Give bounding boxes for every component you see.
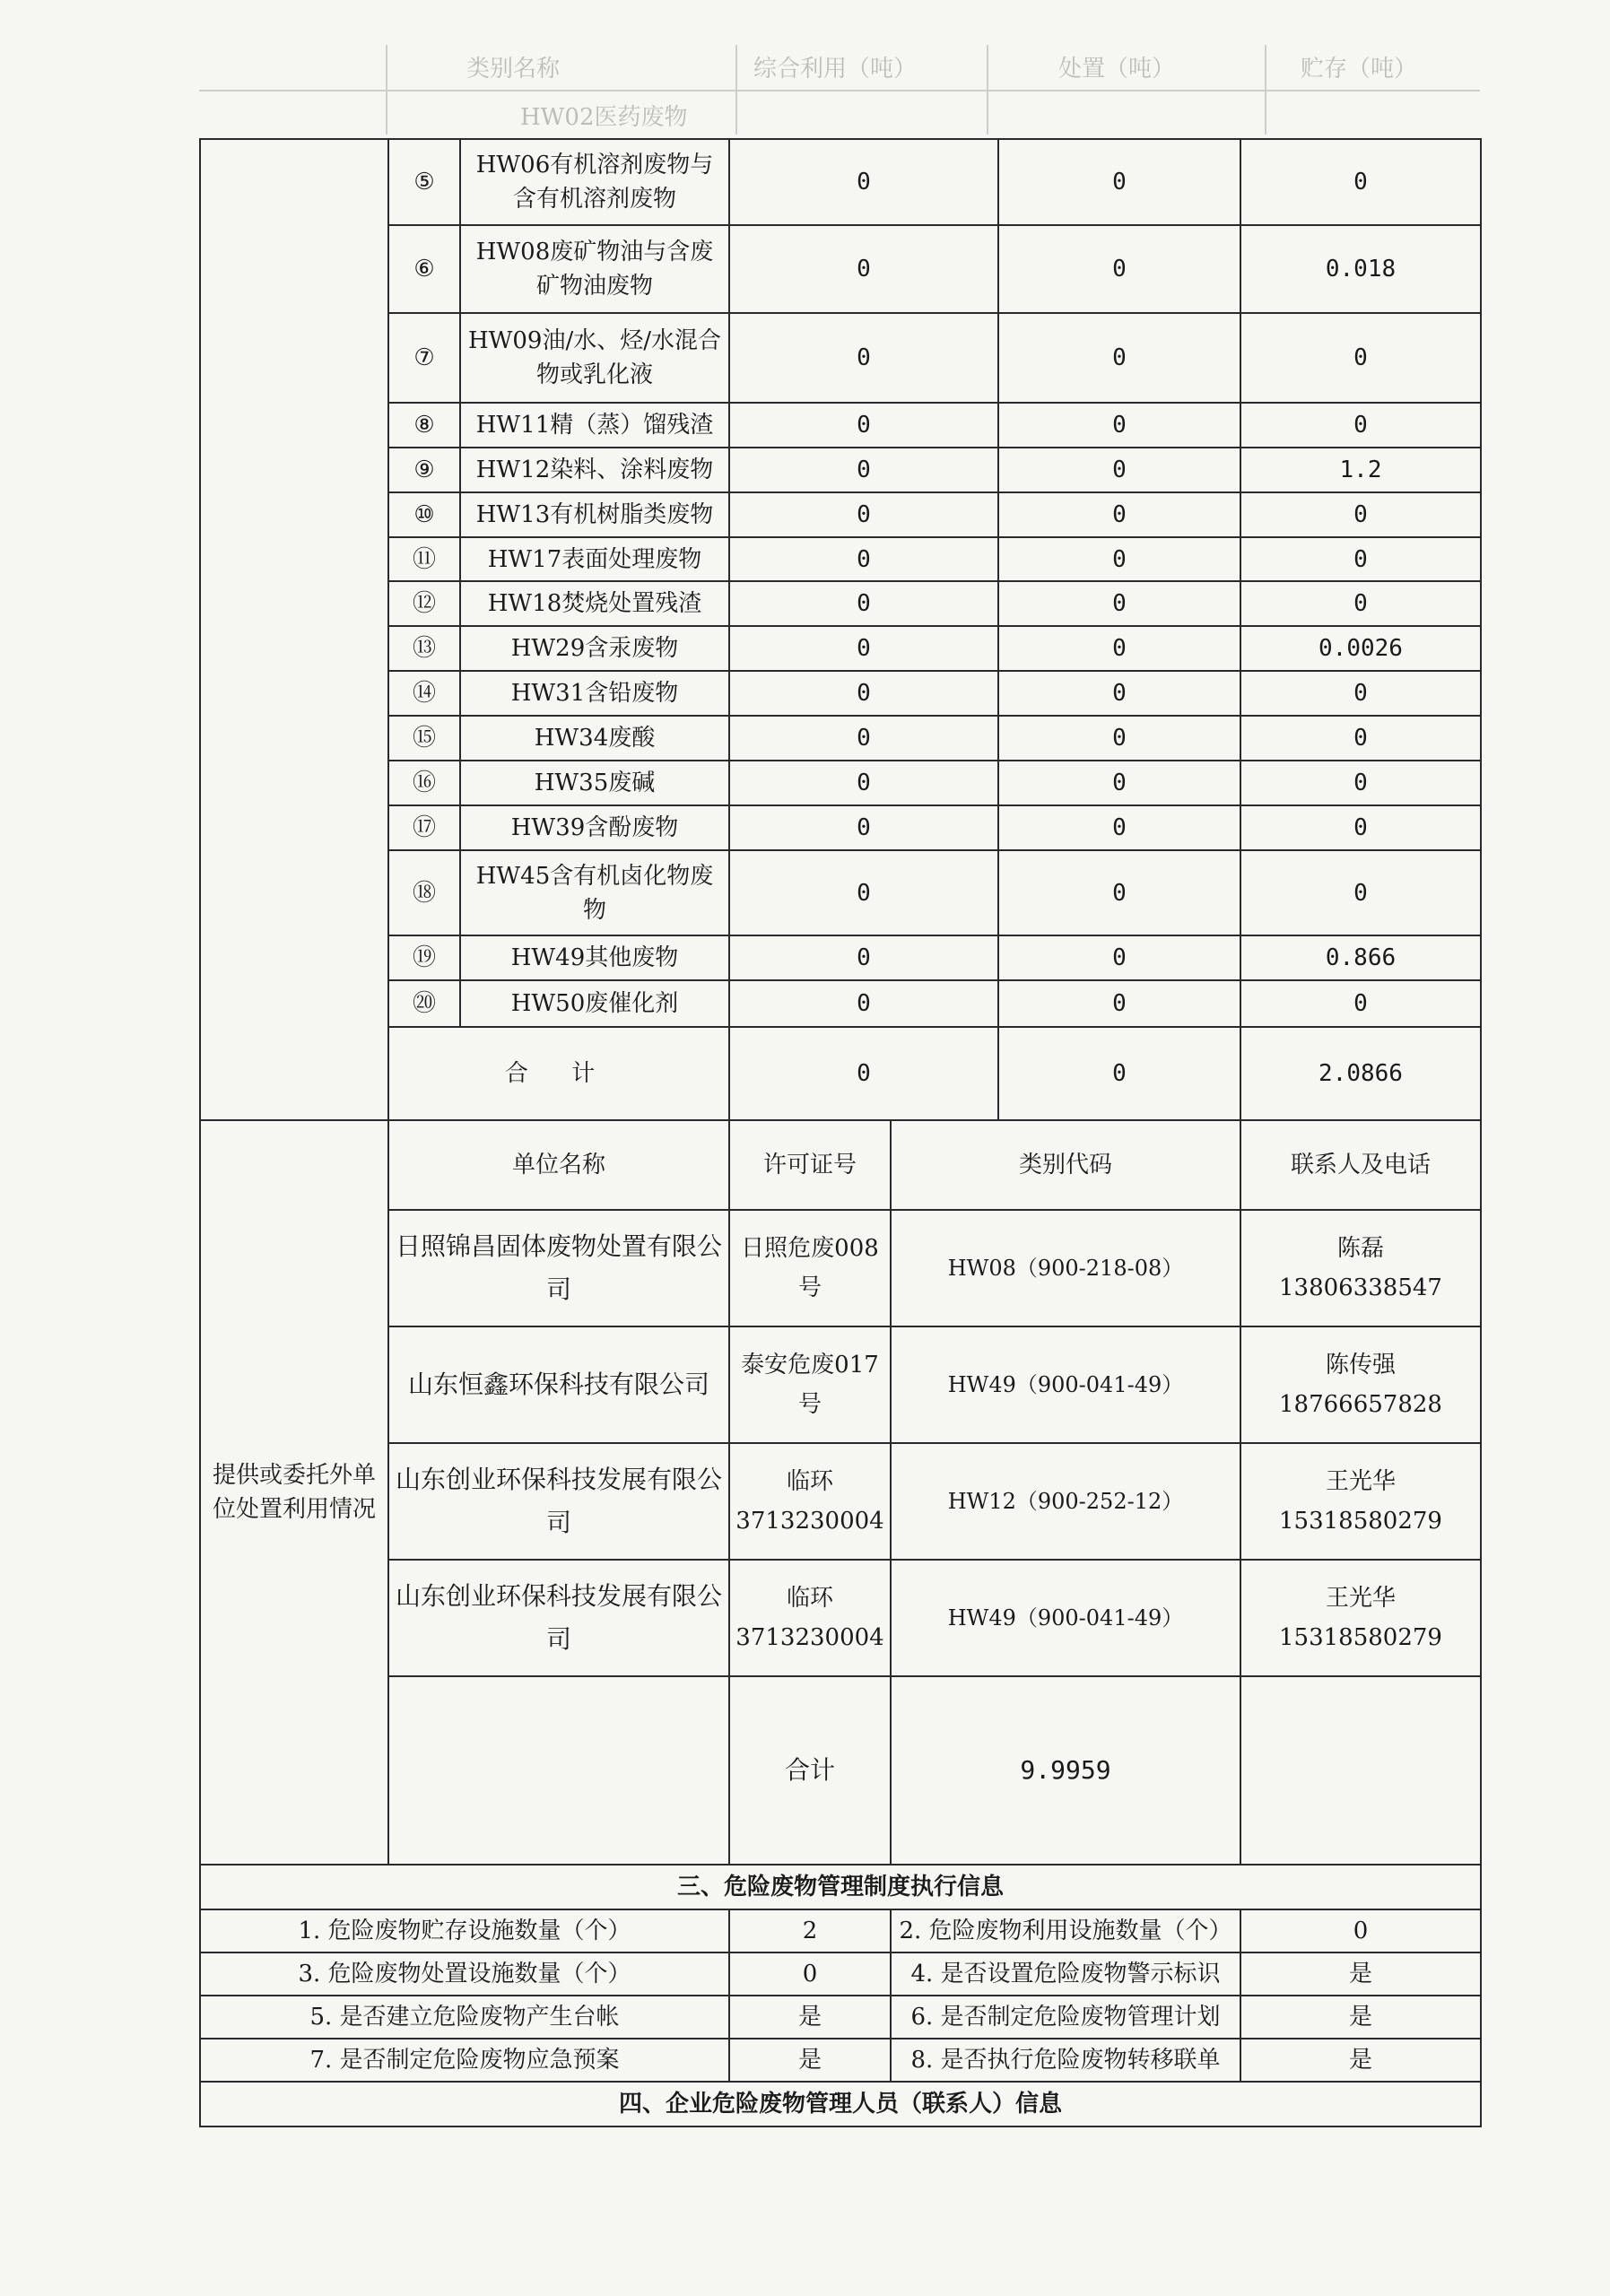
- unit-name: 山东恒鑫环保科技有限公司: [388, 1326, 729, 1443]
- disposed-value: 0: [998, 403, 1240, 448]
- waste-total-label: 合 计: [388, 1027, 729, 1120]
- ghost-header-disposed: 处置（吨）: [1058, 56, 1176, 83]
- license-no: 临环3713230004: [729, 1443, 891, 1560]
- waste-total-disposed: 0: [998, 1027, 1240, 1120]
- ghost-header-name: 类别名称: [466, 56, 561, 83]
- external-header-row: [200, 1120, 1481, 1210]
- question: 2. 危险废物利用设施数量（个）: [891, 1909, 1240, 1952]
- section4-title: 四、企业危险废物管理人员（联系人）信息: [200, 2082, 1481, 2126]
- answer: 是: [729, 1996, 891, 2039]
- external-side-label: 提供或委托外单位处置利用情况: [200, 1120, 388, 1865]
- row-index: ⑱: [388, 850, 460, 935]
- stored-value: 0: [1240, 139, 1481, 225]
- section3-row: [200, 1909, 1481, 1952]
- contact-name: 王光华: [1325, 1585, 1396, 1612]
- disposed-value: 0: [998, 581, 1240, 626]
- row-index: ⑦: [388, 313, 460, 403]
- row-index: ⑳: [388, 980, 460, 1027]
- ghost-line: [199, 90, 1480, 91]
- external-total-qty: 9.9959: [891, 1676, 1240, 1865]
- row-index: ⑯: [388, 761, 460, 805]
- stored-value: 0: [1240, 761, 1481, 805]
- waste-row: [200, 671, 1481, 716]
- section3-title: 三、危险废物管理制度执行信息: [200, 1865, 1481, 1909]
- disposed-value: 0: [998, 716, 1240, 761]
- section3-title-row: [200, 1865, 1481, 1909]
- waste-total-utilized: 0: [729, 1027, 998, 1120]
- disposed-value: 0: [998, 671, 1240, 716]
- contact-phone: 13806338547: [1279, 1274, 1442, 1301]
- row-index: ⑰: [388, 805, 460, 850]
- utilized-value: 0: [729, 225, 998, 313]
- contact: [1240, 1443, 1481, 1560]
- contact: [1240, 1326, 1481, 1443]
- row-index: ⑨: [388, 448, 460, 492]
- contact-phone: 18766657828: [1279, 1391, 1442, 1418]
- disposed-value: 0: [998, 935, 1240, 980]
- utilized-value: 0: [729, 980, 998, 1027]
- header-contact: 联系人及电话: [1240, 1120, 1481, 1210]
- stored-value: 0: [1240, 716, 1481, 761]
- answer: 0: [1240, 1909, 1481, 1952]
- disposed-value: 0: [998, 448, 1240, 492]
- stored-value: 0: [1240, 805, 1481, 850]
- section4-title-row: [200, 2082, 1481, 2126]
- row-index: ⑲: [388, 935, 460, 980]
- stored-value: 0.866: [1240, 935, 1481, 980]
- utilized-value: 0: [729, 139, 998, 225]
- utilized-value: 0: [729, 671, 998, 716]
- section3-row: [200, 1952, 1481, 1996]
- external-row: [200, 1210, 1481, 1326]
- ghost-header-stored: 贮存（吨）: [1301, 56, 1418, 83]
- stored-value: 0.018: [1240, 225, 1481, 313]
- waste-name: HW09油/水、烃/水混合物或乳化液: [460, 313, 729, 403]
- disposed-value: 0: [998, 850, 1240, 935]
- category-code: HW49（900-041-49）: [891, 1326, 1240, 1443]
- waste-name: HW17表面处理废物: [460, 537, 729, 581]
- side-label-empty: [200, 139, 388, 1120]
- contact-name: 陈磊: [1336, 1235, 1384, 1262]
- contact-phone: 15318580279: [1279, 1508, 1442, 1535]
- waste-total-stored: 2.0866: [1240, 1027, 1481, 1120]
- waste-name: HW34废酸: [460, 716, 729, 761]
- waste-row: [200, 403, 1481, 448]
- contact: [1240, 1560, 1481, 1676]
- row-index: ⑧: [388, 403, 460, 448]
- hazardous-waste-table: [199, 138, 1482, 2127]
- contact: [1240, 1210, 1481, 1326]
- row-index: ⑪: [388, 537, 460, 581]
- external-total-label: 合计: [729, 1676, 891, 1865]
- waste-row: [200, 313, 1481, 403]
- ghost-header-utilized: 综合利用（吨）: [753, 56, 918, 83]
- answer: 是: [1240, 1952, 1481, 1996]
- utilized-value: 0: [729, 492, 998, 537]
- question: 5. 是否建立危险废物产生台帐: [200, 1996, 729, 2039]
- external-total-row: [200, 1676, 1481, 1865]
- waste-row: [200, 980, 1481, 1027]
- stored-value: 0: [1240, 403, 1481, 448]
- question: 4. 是否设置危险废物警示标识: [891, 1952, 1240, 1996]
- waste-name: HW18焚烧处置残渣: [460, 581, 729, 626]
- section3-row: [200, 2039, 1481, 2082]
- contact-name: 陈传强: [1325, 1352, 1396, 1378]
- license-no: 临环3713230004: [729, 1560, 891, 1676]
- waste-name: HW12染料、涂料废物: [460, 448, 729, 492]
- stored-value: 0: [1240, 492, 1481, 537]
- external-total-contact-empty: [1240, 1676, 1481, 1865]
- answer: 2: [729, 1909, 891, 1952]
- answer: 0: [729, 1952, 891, 1996]
- waste-name: HW31含铅废物: [460, 671, 729, 716]
- disposed-value: 0: [998, 492, 1240, 537]
- utilized-value: 0: [729, 537, 998, 581]
- disposed-value: 0: [998, 761, 1240, 805]
- utilized-value: 0: [729, 626, 998, 671]
- external-row: [200, 1560, 1481, 1676]
- waste-name: HW50废催化剂: [460, 980, 729, 1027]
- utilized-value: 0: [729, 448, 998, 492]
- waste-name: HW08废矿物油与含废矿物油废物: [460, 225, 729, 313]
- stored-value: 0: [1240, 581, 1481, 626]
- waste-name: HW06有机溶剂废物与含有机溶剂废物: [460, 139, 729, 225]
- answer: 是: [729, 2039, 891, 2082]
- category-code: HW49（900-041-49）: [891, 1560, 1240, 1676]
- external-total-empty: [388, 1676, 729, 1865]
- header-unit: 单位名称: [388, 1120, 729, 1210]
- stored-value: 0: [1240, 313, 1481, 403]
- external-row: [200, 1326, 1481, 1443]
- header-license: 许可证号: [729, 1120, 891, 1210]
- section3-row: [200, 1996, 1481, 2039]
- question: 1. 危险废物贮存设施数量（个）: [200, 1909, 729, 1952]
- utilized-value: 0: [729, 805, 998, 850]
- waste-name: HW11精（蒸）馏残渣: [460, 403, 729, 448]
- stored-value: 0: [1240, 671, 1481, 716]
- waste-row: [200, 225, 1481, 313]
- question: 6. 是否制定危险废物管理计划: [891, 1996, 1240, 2039]
- disposed-value: 0: [998, 225, 1240, 313]
- waste-name: HW35废碱: [460, 761, 729, 805]
- waste-row: [200, 716, 1481, 761]
- waste-row: [200, 626, 1481, 671]
- disposed-value: 0: [998, 980, 1240, 1027]
- category-code: HW12（900-252-12）: [891, 1443, 1240, 1560]
- utilized-value: 0: [729, 716, 998, 761]
- disposed-value: 0: [998, 537, 1240, 581]
- utilized-value: 0: [729, 850, 998, 935]
- category-code: HW08（900-218-08）: [891, 1210, 1240, 1326]
- waste-row: [200, 935, 1481, 980]
- row-index: ⑭: [388, 671, 460, 716]
- waste-row: [200, 850, 1481, 935]
- stored-value: 0: [1240, 537, 1481, 581]
- row-index: ⑫: [388, 581, 460, 626]
- row-index: ⑮: [388, 716, 460, 761]
- waste-name: HW45含有机卤化物废物: [460, 850, 729, 935]
- contact-name: 王光华: [1325, 1468, 1396, 1495]
- disposed-value: 0: [998, 626, 1240, 671]
- utilized-value: 0: [729, 403, 998, 448]
- waste-name: HW39含酚废物: [460, 805, 729, 850]
- stored-value: 0: [1240, 980, 1481, 1027]
- external-row: [200, 1443, 1481, 1560]
- waste-name: HW13有机树脂类废物: [460, 492, 729, 537]
- waste-name: HW49其他废物: [460, 935, 729, 980]
- waste-row: [200, 448, 1481, 492]
- waste-row: [200, 581, 1481, 626]
- header-code: 类别代码: [891, 1120, 1240, 1210]
- unit-name: 山东创业环保科技发展有限公司: [388, 1443, 729, 1560]
- utilized-value: 0: [729, 761, 998, 805]
- waste-row: [200, 537, 1481, 581]
- disposed-value: 0: [998, 313, 1240, 403]
- question: 7. 是否制定危险废物应急预案: [200, 2039, 729, 2082]
- disposed-value: 0: [998, 805, 1240, 850]
- row-index: ⑬: [388, 626, 460, 671]
- unit-name: 山东创业环保科技发展有限公司: [388, 1560, 729, 1676]
- waste-name: HW29含汞废物: [460, 626, 729, 671]
- ghost-first-row: HW02医药废物: [520, 104, 688, 131]
- stored-value: 1.2: [1240, 448, 1481, 492]
- utilized-value: 0: [729, 935, 998, 980]
- answer: 是: [1240, 2039, 1481, 2082]
- waste-total-row: [200, 1027, 1481, 1120]
- answer: 是: [1240, 1996, 1481, 2039]
- row-index: ⑥: [388, 225, 460, 313]
- unit-name: 日照锦昌固体废物处置有限公司: [388, 1210, 729, 1326]
- license-no: 泰安危废017号: [729, 1326, 891, 1443]
- license-no: 日照危废008号: [729, 1210, 891, 1326]
- disposed-value: 0: [998, 139, 1240, 225]
- waste-row: [200, 761, 1481, 805]
- contact-phone: 15318580279: [1279, 1624, 1442, 1651]
- question: 8. 是否执行危险废物转移联单: [891, 2039, 1240, 2082]
- utilized-value: 0: [729, 313, 998, 403]
- waste-row: [200, 492, 1481, 537]
- waste-row: [200, 805, 1481, 850]
- row-index: ⑩: [388, 492, 460, 537]
- utilized-value: 0: [729, 581, 998, 626]
- stored-value: 0.0026: [1240, 626, 1481, 671]
- stored-value: 0: [1240, 850, 1481, 935]
- waste-row: [200, 139, 1481, 225]
- question: 3. 危险废物处置设施数量（个）: [200, 1952, 729, 1996]
- row-index: ⑤: [388, 139, 460, 225]
